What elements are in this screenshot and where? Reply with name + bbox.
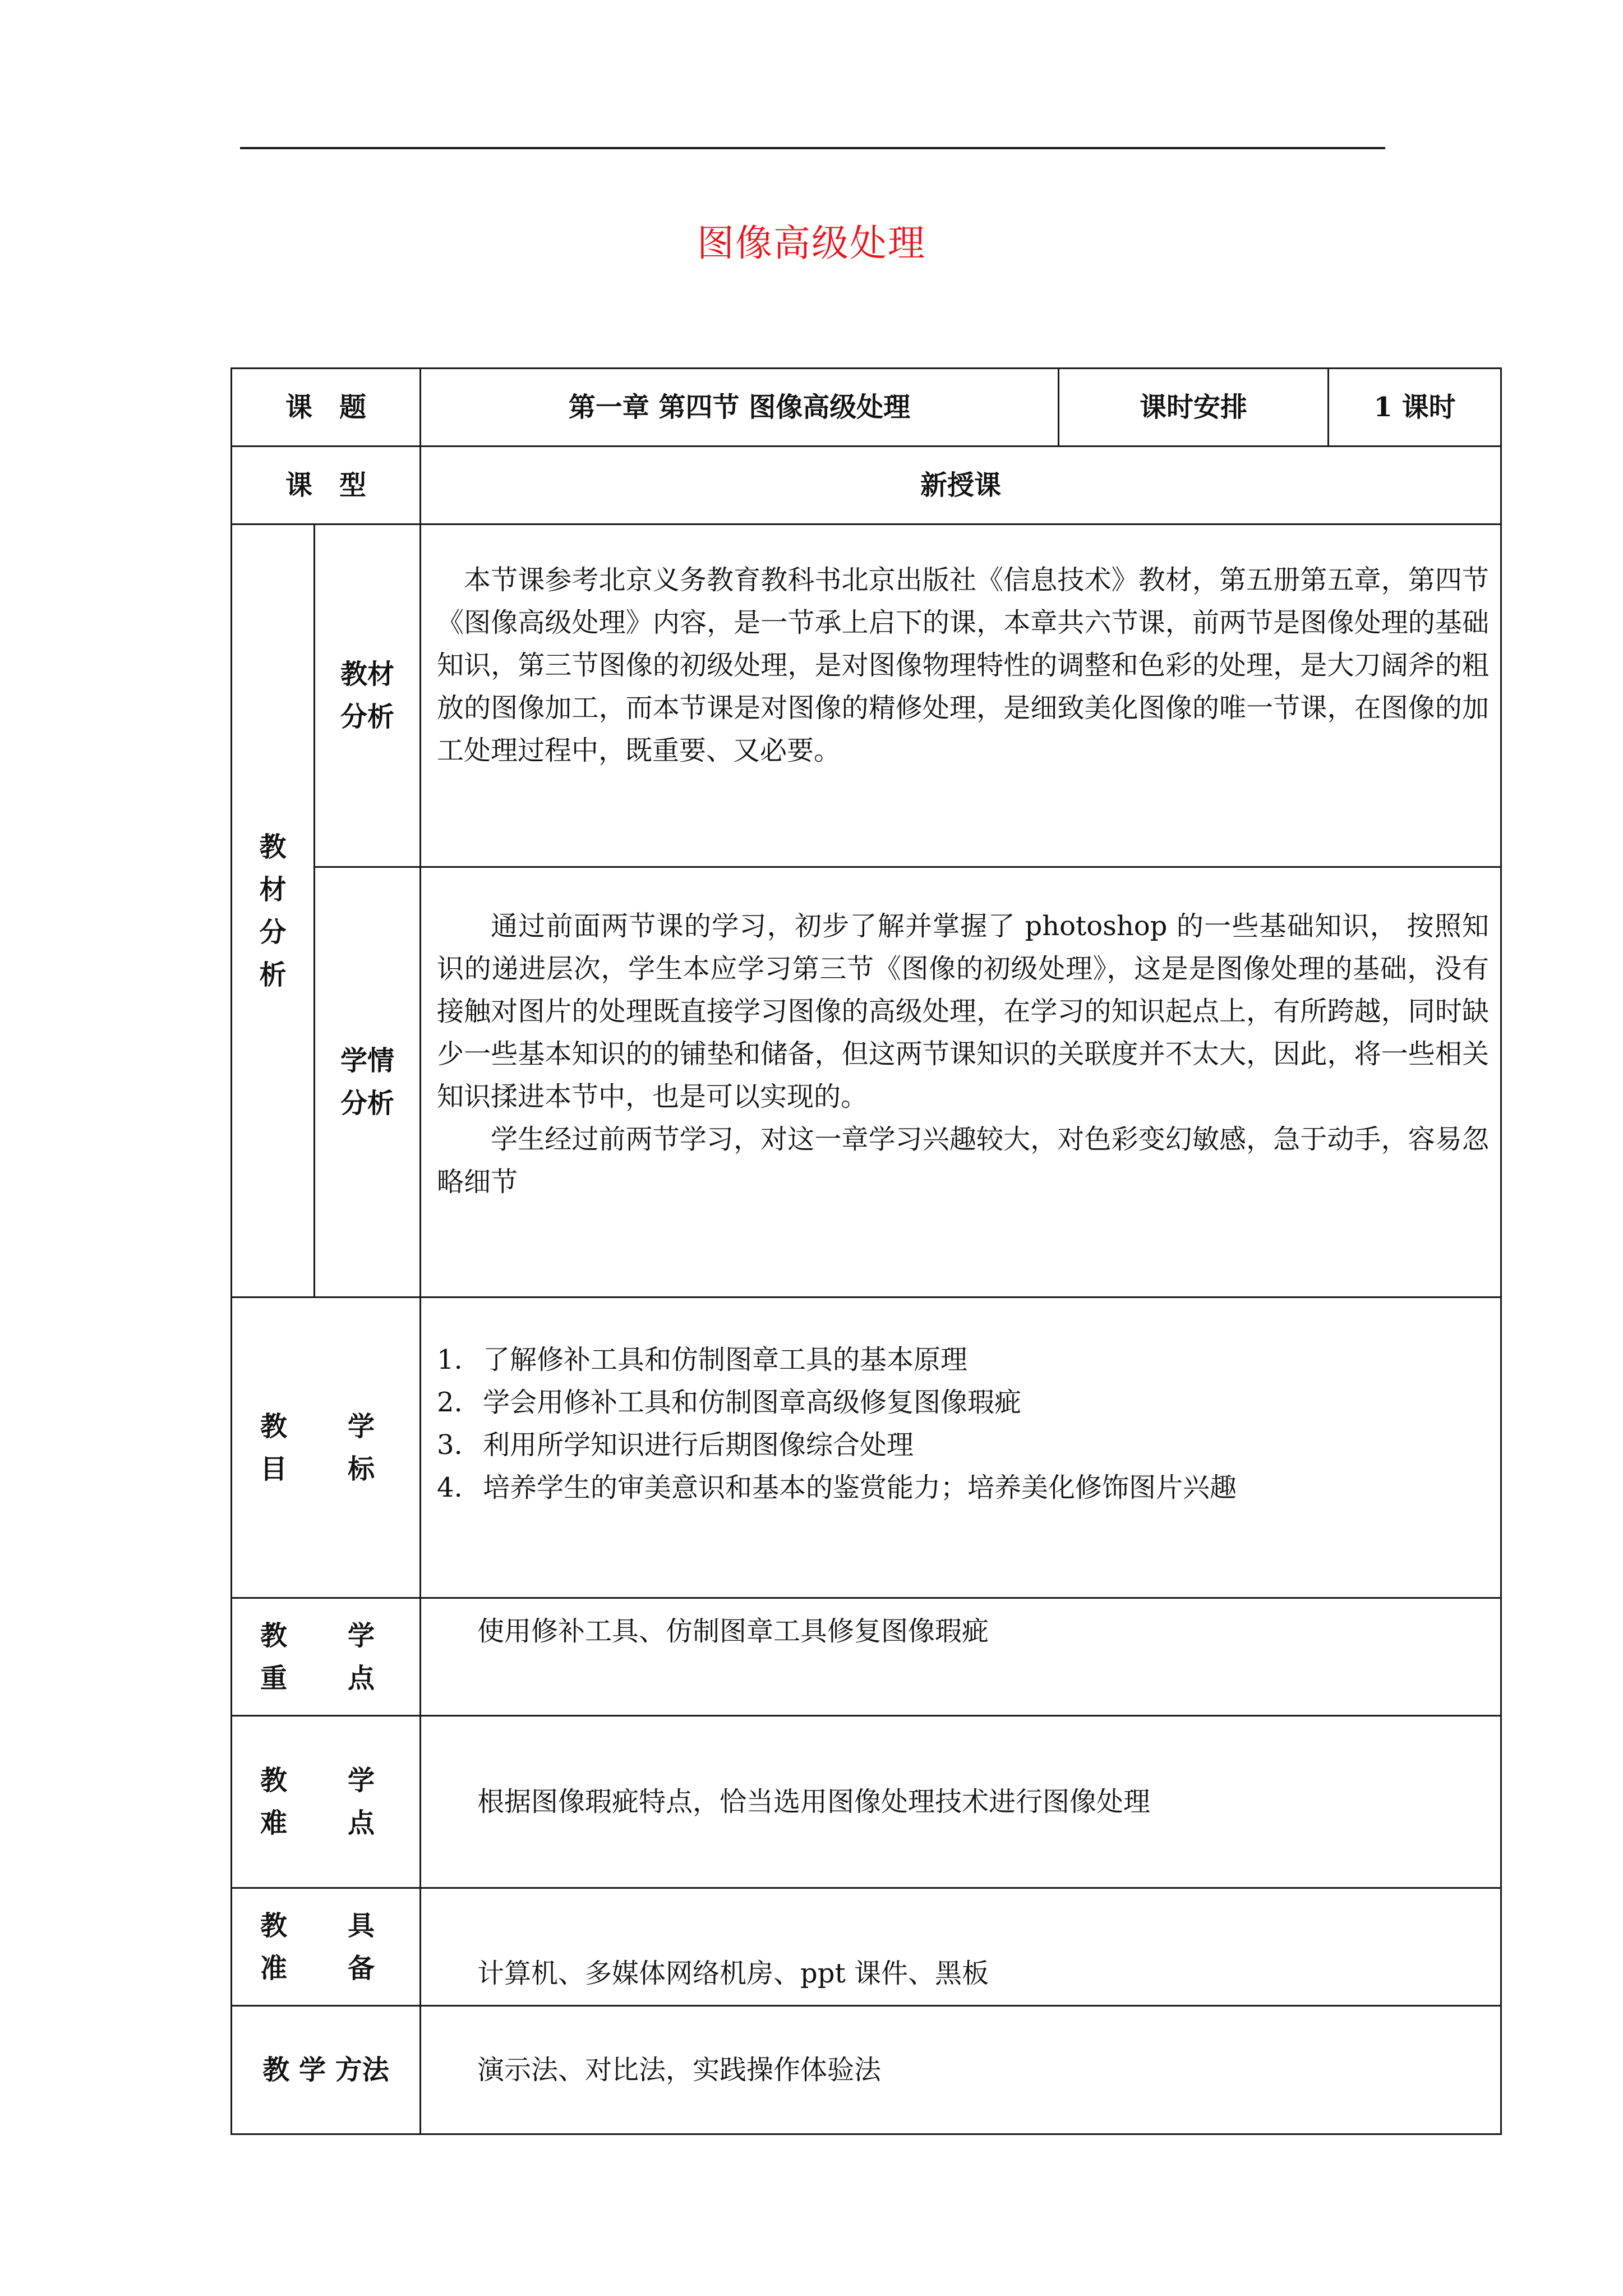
hours-label: 课时安排 [1059,369,1329,447]
tools-text: 计算机、多媒体网络机房、ppt 课件、黑板 [421,1888,1501,2006]
goals-label [232,1297,421,1598]
list-item-number: 2. [437,1387,463,1418]
list-item [437,1424,1489,1466]
analysis-section-label [232,524,315,1297]
focus-text: 使用修补工具、仿制图章工具修复图像瑕疵 [421,1598,1501,1716]
goals-list-cell [421,1297,1501,1598]
learner-analysis-label [315,867,421,1297]
topic-label: 课 题 [232,369,421,447]
type-label: 课 型 [232,447,421,524]
label-line: 难 点 [260,1807,392,1839]
list-item-number: 4. [437,1472,463,1503]
topic-row [232,369,1501,447]
list-item-number: 1. [437,1344,463,1375]
label-line: 分析 [340,701,395,733]
list-item-text: 学会用修补工具和仿制图章高级修复图像瑕疵 [483,1387,1022,1418]
label-line: 目 标 [260,1453,392,1485]
difficulty-text: 根据图像瑕疵特点，恰当选用图像处理技术进行图像处理 [421,1716,1501,1888]
method-label: 教 学 方法 [232,2006,421,2134]
goals-list [437,1338,1489,1509]
difficulty-label [232,1716,421,1888]
type-value: 新授课 [421,447,1501,524]
goals-row [232,1297,1501,1598]
learner-analysis-para-1: 通过前面两节课的学习，初步了解并掌握了 photoshop 的一些基础知识， 按照知识的递进层次，学生本应学习第三节《图像的初级处理》，这是是图像处理的基础，没有接触对图片的处理既直接学习图像的高级处理，在学习的知识起点上，有所跨越，同时缺少一些基本知识的的铺垫和储备，但这两节课知识的关联度并不太大，因此，将一些相关知识揉进本节中，也是可以实现的。 [437,910,1490,1112]
list-item-text: 利用所学知识进行后期图像综合处理 [483,1429,914,1461]
label-line: 教 学 [260,1410,392,1442]
analysis-label-char: 材 [259,873,287,905]
lesson-plan-table [230,367,1502,2135]
tools-row [232,1888,1501,2006]
label-line: 学情 [340,1045,395,1076]
list-item-text: 了解修补工具和仿制图章工具的基本原理 [483,1344,968,1375]
label-line: 教材 [340,659,395,690]
learner-analysis-para-2: 学生经过前两节学习，对这一章学习兴趣较大，对色彩变幻敏感，急于动手，容易忽略细节 [437,1124,1490,1198]
label-line: 准 备 [260,1952,392,1984]
tools-label [232,1888,421,2006]
page-title: 图像高级处理 [697,222,926,265]
list-item-text: 培养学生的审美意识和基本的鉴赏能力；培养美化修饰图片兴趣 [483,1472,1237,1503]
topic-value: 第一章 第四节 图像高级处理 [421,369,1059,447]
method-row [232,2006,1501,2134]
type-row [232,447,1501,524]
focus-label [232,1598,421,1716]
focus-row [232,1598,1501,1716]
difficulty-row [232,1716,1501,1888]
label-line: 教 具 [260,1910,392,1941]
analysis-label-char: 教 [259,831,287,863]
analysis-label-char: 分 [259,916,287,948]
material-analysis-label [315,524,421,867]
list-item [437,1466,1489,1509]
material-row [232,524,1501,867]
hours-value: 1 课时 [1329,369,1501,447]
label-line: 分析 [340,1088,395,1119]
material-analysis-text-cell [421,524,1501,867]
header-rule [240,147,1385,149]
list-item-number: 3. [437,1429,463,1461]
list-item [437,1338,1489,1381]
list-item [437,1381,1489,1424]
material-analysis-text: 本节课参考北京义务教育教科书北京出版社《信息技术》教材，第五册第五章，第四节《图像高级处理》内容，是一节承上启下的课，本章共六节课，前两节是图像处理的基础知识，第三节图像的初级处理，是对图像物理特性的调整和色彩的处理，是大刀阔斧的粗放的图像加工，而本节课是对图像的精修处理，是细致美化图像的唯一节课，在图像的加工处理过程中，既重要、又必要。 [437,564,1490,766]
label-line: 重 点 [260,1662,392,1694]
analysis-label-char: 析 [259,959,287,991]
label-line: 教 学 [260,1619,392,1651]
method-text: 演示法、对比法，实践操作体验法 [421,2006,1501,2134]
learner-row [232,867,1501,1297]
learner-analysis-text-cell [421,867,1501,1297]
label-line: 教 学 [260,1765,392,1796]
